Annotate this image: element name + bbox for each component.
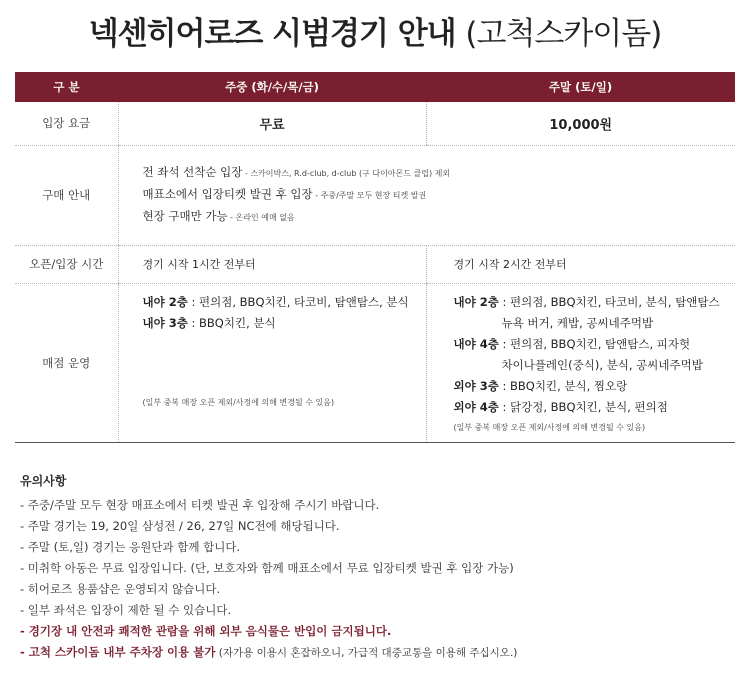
store-line: [454, 397, 736, 418]
store-line: [143, 292, 426, 313]
fee-weekday: 무료: [118, 102, 426, 145]
stores-label: 매점 운영: [15, 283, 118, 442]
store-floor: 외야 3층: [453, 378, 499, 393]
purchase-main: 매표소에서 입장티켓 발권 후 입장: [142, 187, 313, 201]
title-main: 넥센히어로즈 시범경기 안내: [88, 16, 456, 52]
store-items: : 편의점, BBQ치킨, 탐앤탐스, 피자헛: [498, 336, 691, 351]
stores-weekday-note: (일부 중복 매장 오픈 제외/사정에 의해 변경될 수 있음): [142, 397, 335, 407]
purchase-line: [143, 206, 736, 228]
store-line: [454, 292, 736, 313]
stores-row: [15, 283, 735, 442]
note-warning-parking: [20, 642, 740, 664]
notes-section: [20, 472, 740, 664]
store-floor: 내야 3층: [142, 315, 188, 330]
store-line: [454, 376, 736, 397]
purchase-detail: - 온라인 예매 없음: [227, 213, 295, 222]
note-warning-food: - 경기장 내 안전과 쾌적한 관람을 위해 외부 음식물은 반입이 금지됩니다.: [20, 624, 392, 638]
opening-weekday: 경기 시작 1시간 전부터: [118, 245, 426, 283]
fee-weekend: 10,000원: [426, 102, 735, 145]
store-line-cont: 뉴욕 버거, 케밥, 공씨네주먹밥: [501, 315, 654, 330]
store-line: [454, 334, 736, 355]
store-items: : BBQ치킨, 분식, 찜오랑: [498, 378, 628, 393]
parking-warning-detail: (자가용 이용시 혼잡하오니, 가급적 대중교통을 이용해 주십시오.): [215, 647, 518, 659]
purchase-info: [118, 145, 735, 245]
note-item: - 미취학 아동은 무료 입장입니다. (단, 보호자와 함께 매표소에서 무료 입장티켓 발권 후 입장 가능): [20, 561, 514, 575]
note-item: - 일부 좌석은 입장이 제한 될 수 있습니다.: [20, 603, 232, 617]
store-line: [143, 313, 426, 334]
opening-row: [15, 245, 735, 283]
purchase-main: 현장 구매만 가능: [142, 209, 228, 223]
purchase-row: [15, 145, 735, 245]
store-floor: 내야 2층: [142, 294, 188, 309]
fee-row: [15, 102, 735, 145]
opening-weekend: 경기 시작 2시간 전부터: [426, 245, 735, 283]
opening-label: 오픈/입장 시간: [15, 245, 118, 283]
store-floor: 외야 4층: [453, 399, 499, 414]
store-items: : 편의점, BBQ치킨, 타코비, 분식, 탐앤탐스: [498, 294, 720, 309]
store-items: : 닭강정, BBQ치킨, 분식, 편의점: [498, 399, 668, 414]
info-table: [15, 72, 735, 443]
fee-label: 입장 요금: [15, 102, 118, 145]
purchase-detail: - 주중/주말 모두 현장 티켓 발권: [312, 191, 427, 200]
store-floor: 내야 2층: [453, 294, 499, 309]
store-items: : 편의점, BBQ치킨, 타코비, 탐앤탐스, 분식: [187, 294, 409, 309]
stores-weekend-note: (일부 중복 매장 오픈 제외/사정에 의해 변경될 수 있음): [453, 422, 646, 432]
title-venue: (고척스카이돔): [465, 16, 662, 52]
note-item: - 주말 (토,일) 경기는 응원단과 함께 합니다.: [20, 540, 241, 554]
store-line-cont: 차이나플레인(중식), 분식, 공씨네주먹밥: [501, 357, 703, 372]
page-title: [0, 8, 750, 53]
purchase-label: 구매 안내: [15, 145, 118, 245]
stores-weekday: [118, 283, 426, 442]
store-floor: 내야 4층: [453, 336, 499, 351]
purchase-main: 전 좌석 선착순 입장: [142, 165, 243, 179]
header-weekday: 주중 (화/수/목/금): [118, 72, 426, 102]
store-items: : BBQ치킨, 분식: [187, 315, 276, 330]
stores-weekend: [426, 283, 735, 442]
header-category: 구 분: [15, 72, 118, 102]
purchase-detail: - 스카이박스, R.d-club, d-club (구 다이아몬드 클럽) 제외: [242, 169, 451, 178]
note-item: - 주말 경기는 19, 20일 삼성전 / 26, 27일 NC전에 해당됩니다.: [20, 519, 340, 533]
notes-title: 유의사항: [20, 474, 67, 488]
purchase-line: [143, 184, 736, 206]
note-item: - 주중/주말 모두 현장 매표소에서 티켓 발권 후 입장해 주시기 바랍니다.: [20, 498, 380, 512]
note-item: - 히어로즈 용품샵은 운영되지 않습니다.: [20, 582, 221, 596]
purchase-line: [143, 162, 736, 184]
parking-warning-main: - 고척 스카이돔 내부 주차장 이용 불가: [20, 645, 216, 659]
header-weekend: 주말 (토/일): [426, 72, 735, 102]
table-header-row: [15, 72, 735, 102]
